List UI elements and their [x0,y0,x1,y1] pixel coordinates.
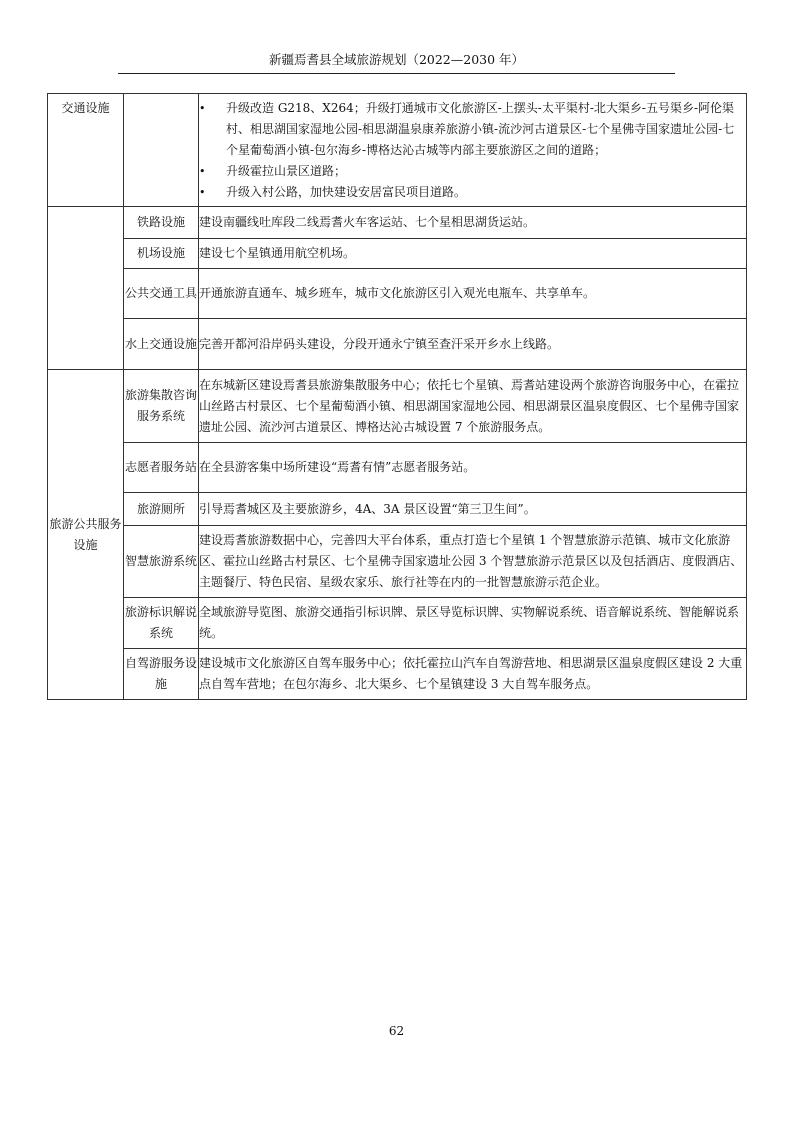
category-transport: 交通设施 [48,94,124,207]
category-transport-continued [48,207,124,370]
row-content: 建设城市文化旅游区自驾车服务中心；依托霍拉山汽车自驾游营地、相思湖景区温泉度假区建设 2 大重点自驾车营地；在包尔海乡、北大渠乡、七个星镇建设 3 大自驾车服务点。 [199,649,747,700]
row-content: 开通旅游直通车、城乡班车，城市文化旅游区引入观光电瓶车、共享单车。 [199,269,747,319]
table-row [48,319,747,370]
row-content: 在全县游客集中场所建设“焉耆有情”志愿者服务站。 [199,443,747,493]
table-row [48,649,747,700]
sub-category-road [124,94,199,207]
table-row [48,598,747,649]
table-row [48,269,747,319]
road-content [199,94,747,207]
table-row [48,370,747,443]
table-row [48,493,747,526]
table-row [48,526,747,598]
sub-category-name: 志愿者服务站 [124,443,199,493]
list-item: • 升级改造 G218、X264；升级打通城市文化旅游区-上摆头-太平渠村-北大渠乡-五号渠乡-阿伦渠村、相思湖国家湿地公园-相思湖温泉康养旅游小镇-流沙河古道景区-七个星佛寺国家遗址公园-七个星葡萄酒小镇-包尔海乡-博格达沁古城等内部主要旅游区之间的道路； [199,98,746,161]
list-item: • 升级霍拉山景区道路； [199,161,746,182]
row-content: 在东城新区建设焉耆县旅游集散服务中心；依托七个星镇、焉耆站建设两个旅游咨询服务中心，在霍拉山丝路古村景区、七个星葡萄酒小镇、相思湖国家湿地公园、相思湖景区温泉度假区、七个星佛寺国家遗址公园、流沙河古道景区、博格达沁古城设置 7 个旅游服务点。 [199,370,747,443]
row-content: 建设焉耆旅游数据中心，完善四大平台体系，重点打造七个星镇 1 个智慧旅游示范镇、城市文化旅游区、霍拉山丝路古村景区、七个星佛寺国家遗址公园 3 个智慧旅游示范景区以及包括酒店、度假酒店、主题餐厅、特色民宿、星级农家乐、旅行社等在内的一批智慧旅游示范企业。 [199,526,747,598]
category-tourism: 旅游公共服务设施 [48,370,124,700]
table-row [48,94,747,207]
sub-category-name: 旅游厕所 [124,493,199,526]
sub-category-name: 机场设施 [124,239,199,269]
sub-category-name: 智慧旅游系统 [124,526,199,598]
facilities-table [47,93,747,700]
page-header: 新疆焉耆县全域旅游规划（2022—2030 年） [268,52,525,67]
bullet-icon: • [199,164,206,178]
table-row [48,239,747,269]
row-content: 建设七个星镇通用航空机场。 [199,239,747,269]
row-content: 全域旅游导览图、旅游交通指引标识牌、景区导览标识牌、实物解说系统、语音解说系统、智能解说系统。 [199,598,747,649]
page-number: 62 [388,1024,405,1038]
sub-category-name: 铁路设施 [124,207,199,239]
row-content: 引导焉耆城区及主要旅游乡，4A、3A 景区设置“第三卫生间”。 [199,493,747,526]
bullet-icon: • [199,185,206,199]
bullet-icon: • [199,101,206,115]
table-row [48,443,747,493]
row-content: 完善开都河沿岸码头建设，分段开通永宁镇至查汗采开乡水上线路。 [199,319,747,370]
sub-category-name: 自驾游服务设施 [124,649,199,700]
sub-category-name: 旅游集散咨询服务系统 [124,370,199,443]
road-bullet-list [199,98,746,203]
table-row [48,207,747,239]
sub-category-name: 水上交通设施 [124,319,199,370]
sub-category-name: 旅游标识解说系统 [124,598,199,649]
list-item: • 升级入村公路，加快建设安居富民项目道路。 [199,182,746,203]
header-rule [118,73,675,74]
row-content: 建设南疆线吐库段二线焉耆火车客运站、七个星相思湖货运站。 [199,207,747,239]
sub-category-name: 公共交通工具 [124,269,199,319]
